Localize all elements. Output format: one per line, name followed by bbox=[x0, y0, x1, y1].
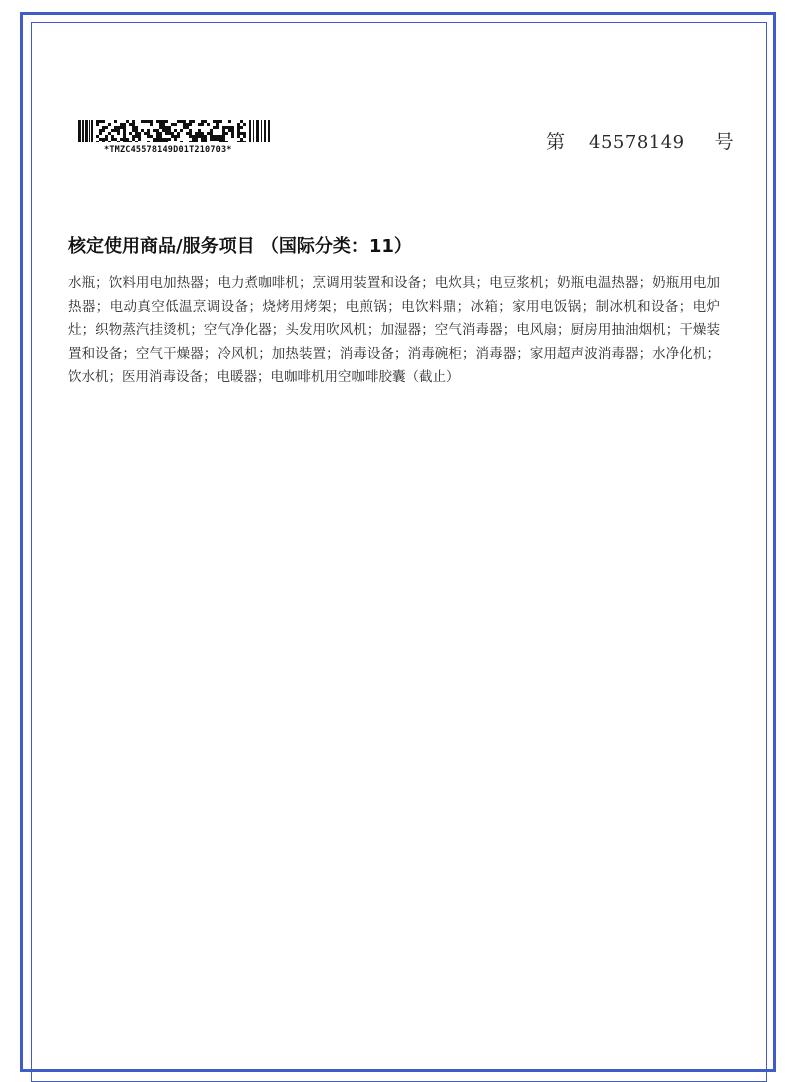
approved-goods-list: 水瓶；饮料用电加热器；电力煮咖啡机；烹调用装置和设备；电炊具；电豆浆机；奶瓶电温热器；奶瓶用电加热器；电动真空低温烹调设备；烧烤用烤架；电煎锅；电饮料鼎；冰箱；家用电饭锅；制冰机和设备；电炉灶；织物蒸汽挂烫机；空气净化器；头发用吹风机；加湿器；空气消毒器；电风扇；厨房用抽油烟机；干燥装置和设备；空气干燥器；冷风机；加热装置；消毒设备；消毒碗柜；消毒器；家用超声波消毒器；水净化机；饮水机；医用消毒设备；电暖器；电咖啡机用空咖啡胶囊（截止） bbox=[68, 275, 720, 385]
registration-number-prefix: 第 bbox=[546, 131, 566, 153]
document-frame-inner bbox=[31, 22, 767, 1082]
approved-goods-title: 核定使用商品/服务项目 （国际分类：11） bbox=[68, 236, 412, 257]
registration-number bbox=[546, 127, 734, 154]
barcode-code: *TMZC45578149D01T210703* bbox=[104, 145, 232, 155]
registration-number-suffix: 号 bbox=[714, 131, 734, 153]
barcode-block bbox=[78, 120, 270, 155]
barcode-icon bbox=[78, 120, 270, 142]
registration-number-value: 45578149 bbox=[589, 132, 685, 153]
